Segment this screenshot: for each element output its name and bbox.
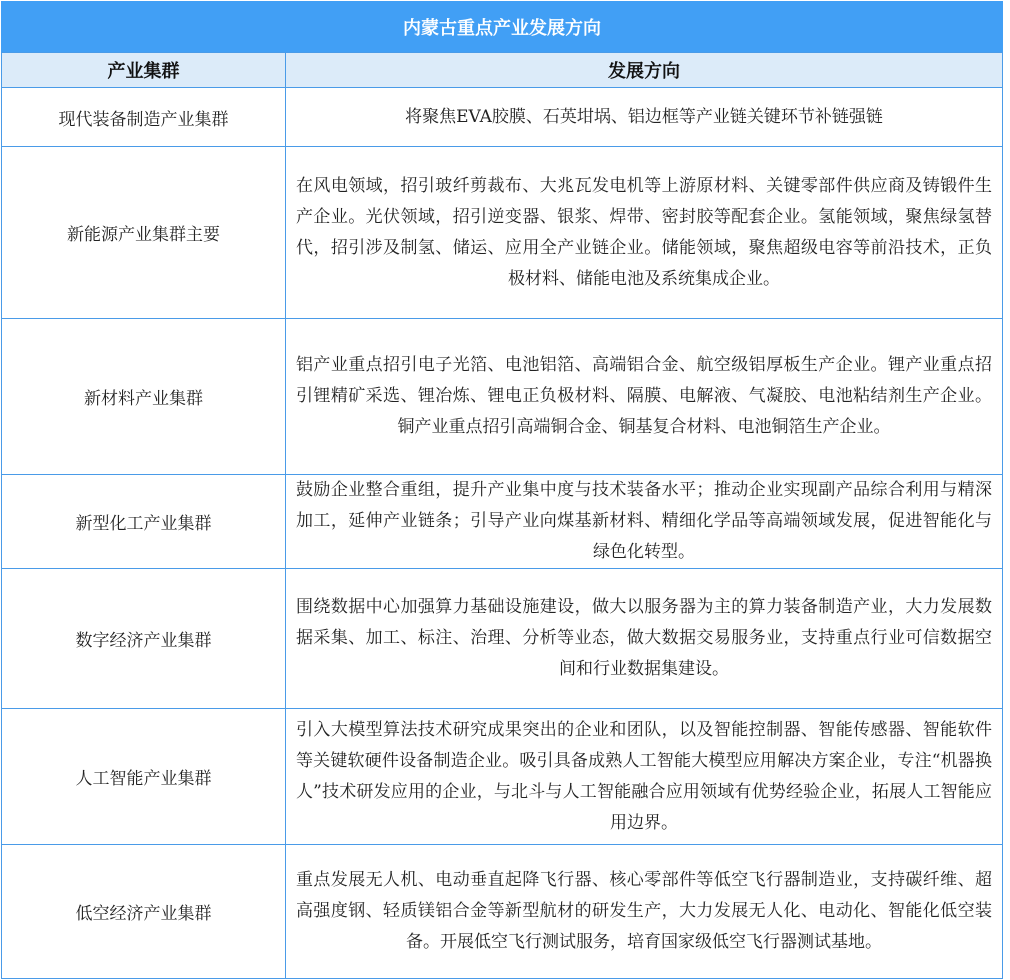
header-direction: 发展方向 xyxy=(286,53,1003,88)
industry-direction-table xyxy=(1,1,1003,979)
table-row xyxy=(2,147,1003,319)
table-row xyxy=(2,845,1003,979)
header-cluster: 产业集群 xyxy=(2,53,286,88)
cluster-cell: 数字经济产业集群 xyxy=(2,569,286,709)
cluster-cell: 新型化工产业集群 xyxy=(2,475,286,569)
direction-text: 重点发展无人机、电动垂直起降飞行器、核心零部件等低空飞行器制造业，支持碳纤维、超高强度钢、轻质镁铝合金等新型航材的研发生产，大力发展无人化、电动化、智能化低空装备。开展低空飞行测试服务，培育国家级低空飞行器测试基地。 xyxy=(296,870,992,952)
cluster-cell: 人工智能产业集群 xyxy=(2,709,286,845)
cluster-cell: 低空经济产业集群 xyxy=(2,845,286,979)
cluster-cell: 现代装备制造产业集群 xyxy=(2,88,286,147)
direction-cell xyxy=(286,569,1003,709)
direction-text: 铝产业重点招引电子光箔、电池铝箔、高端铝合金、航空级铝厚板生产企业。锂产业重点招引锂精矿采选、锂冶炼、锂电正负极材料、隔膜、电解液、气凝胶、电池粘结剂生产企业。铜产业重点招引高端铜合金、铜基复合材料、电池铜箔生产企业。 xyxy=(296,355,992,437)
table-row xyxy=(2,569,1003,709)
table-row xyxy=(2,319,1003,475)
direction-text: 在风电领域，招引玻纤剪裁布、大兆瓦发电机等上游原材料、关键零部件供应商及铸锻件生产企业。光伏领域，招引逆变器、银浆、焊带、密封胶等配套企业。氢能领域，聚焦绿氢替代，招引涉及制氢、储运、应用全产业链企业。储能领域，聚焦超级电容等前沿技术，正负极材料、储能电池及系统集成企业。 xyxy=(296,175,992,289)
cluster-cell: 新材料产业集群 xyxy=(2,319,286,475)
direction-text: 围绕数据中心加强算力基础设施建设，做大以服务器为主的算力装备制造产业，大力发展数据采集、加工、标注、治理、分析等业态，做大数据交易服务业，支持重点行业可信数据空间和行业数据集建设。 xyxy=(296,597,992,679)
table-row xyxy=(2,709,1003,845)
direction-cell xyxy=(286,475,1003,569)
direction-cell xyxy=(286,319,1003,475)
industry-direction-table-container xyxy=(1,1,1002,979)
direction-cell xyxy=(286,709,1003,845)
table-row xyxy=(2,475,1003,569)
table-title-row xyxy=(2,2,1003,53)
table-row xyxy=(2,88,1003,147)
direction-text: 引入大模型算法技术研究成果突出的企业和团队，以及智能控制器、智能传感器、智能软件等关键软硬件设备制造企业。吸引具备成熟人工智能大模型应用解决方案企业，专注“机器换人”技术研发应用的企业，与北斗与人工智能融合应用领域有优势经验企业，拓展人工智能应用边界。 xyxy=(296,719,992,833)
direction-text: 鼓励企业整合重组，提升产业集中度与技术装备水平；推动企业实现副产品综合利用与精深加工，延伸产业链条；引导产业向煤基新材料、精细化学品等高端领域发展，促进智能化与绿色化转型。 xyxy=(296,480,992,562)
direction-cell xyxy=(286,845,1003,979)
cluster-cell: 新能源产业集群主要 xyxy=(2,147,286,319)
direction-cell xyxy=(286,147,1003,319)
direction-text: 将聚焦EVA胶膜、石英坩埚、铝边框等产业链关键环节补链强链 xyxy=(405,106,883,127)
direction-cell xyxy=(286,88,1003,147)
table-title: 内蒙古重点产业发展方向 xyxy=(2,2,1003,53)
table-header-row xyxy=(2,53,1003,88)
